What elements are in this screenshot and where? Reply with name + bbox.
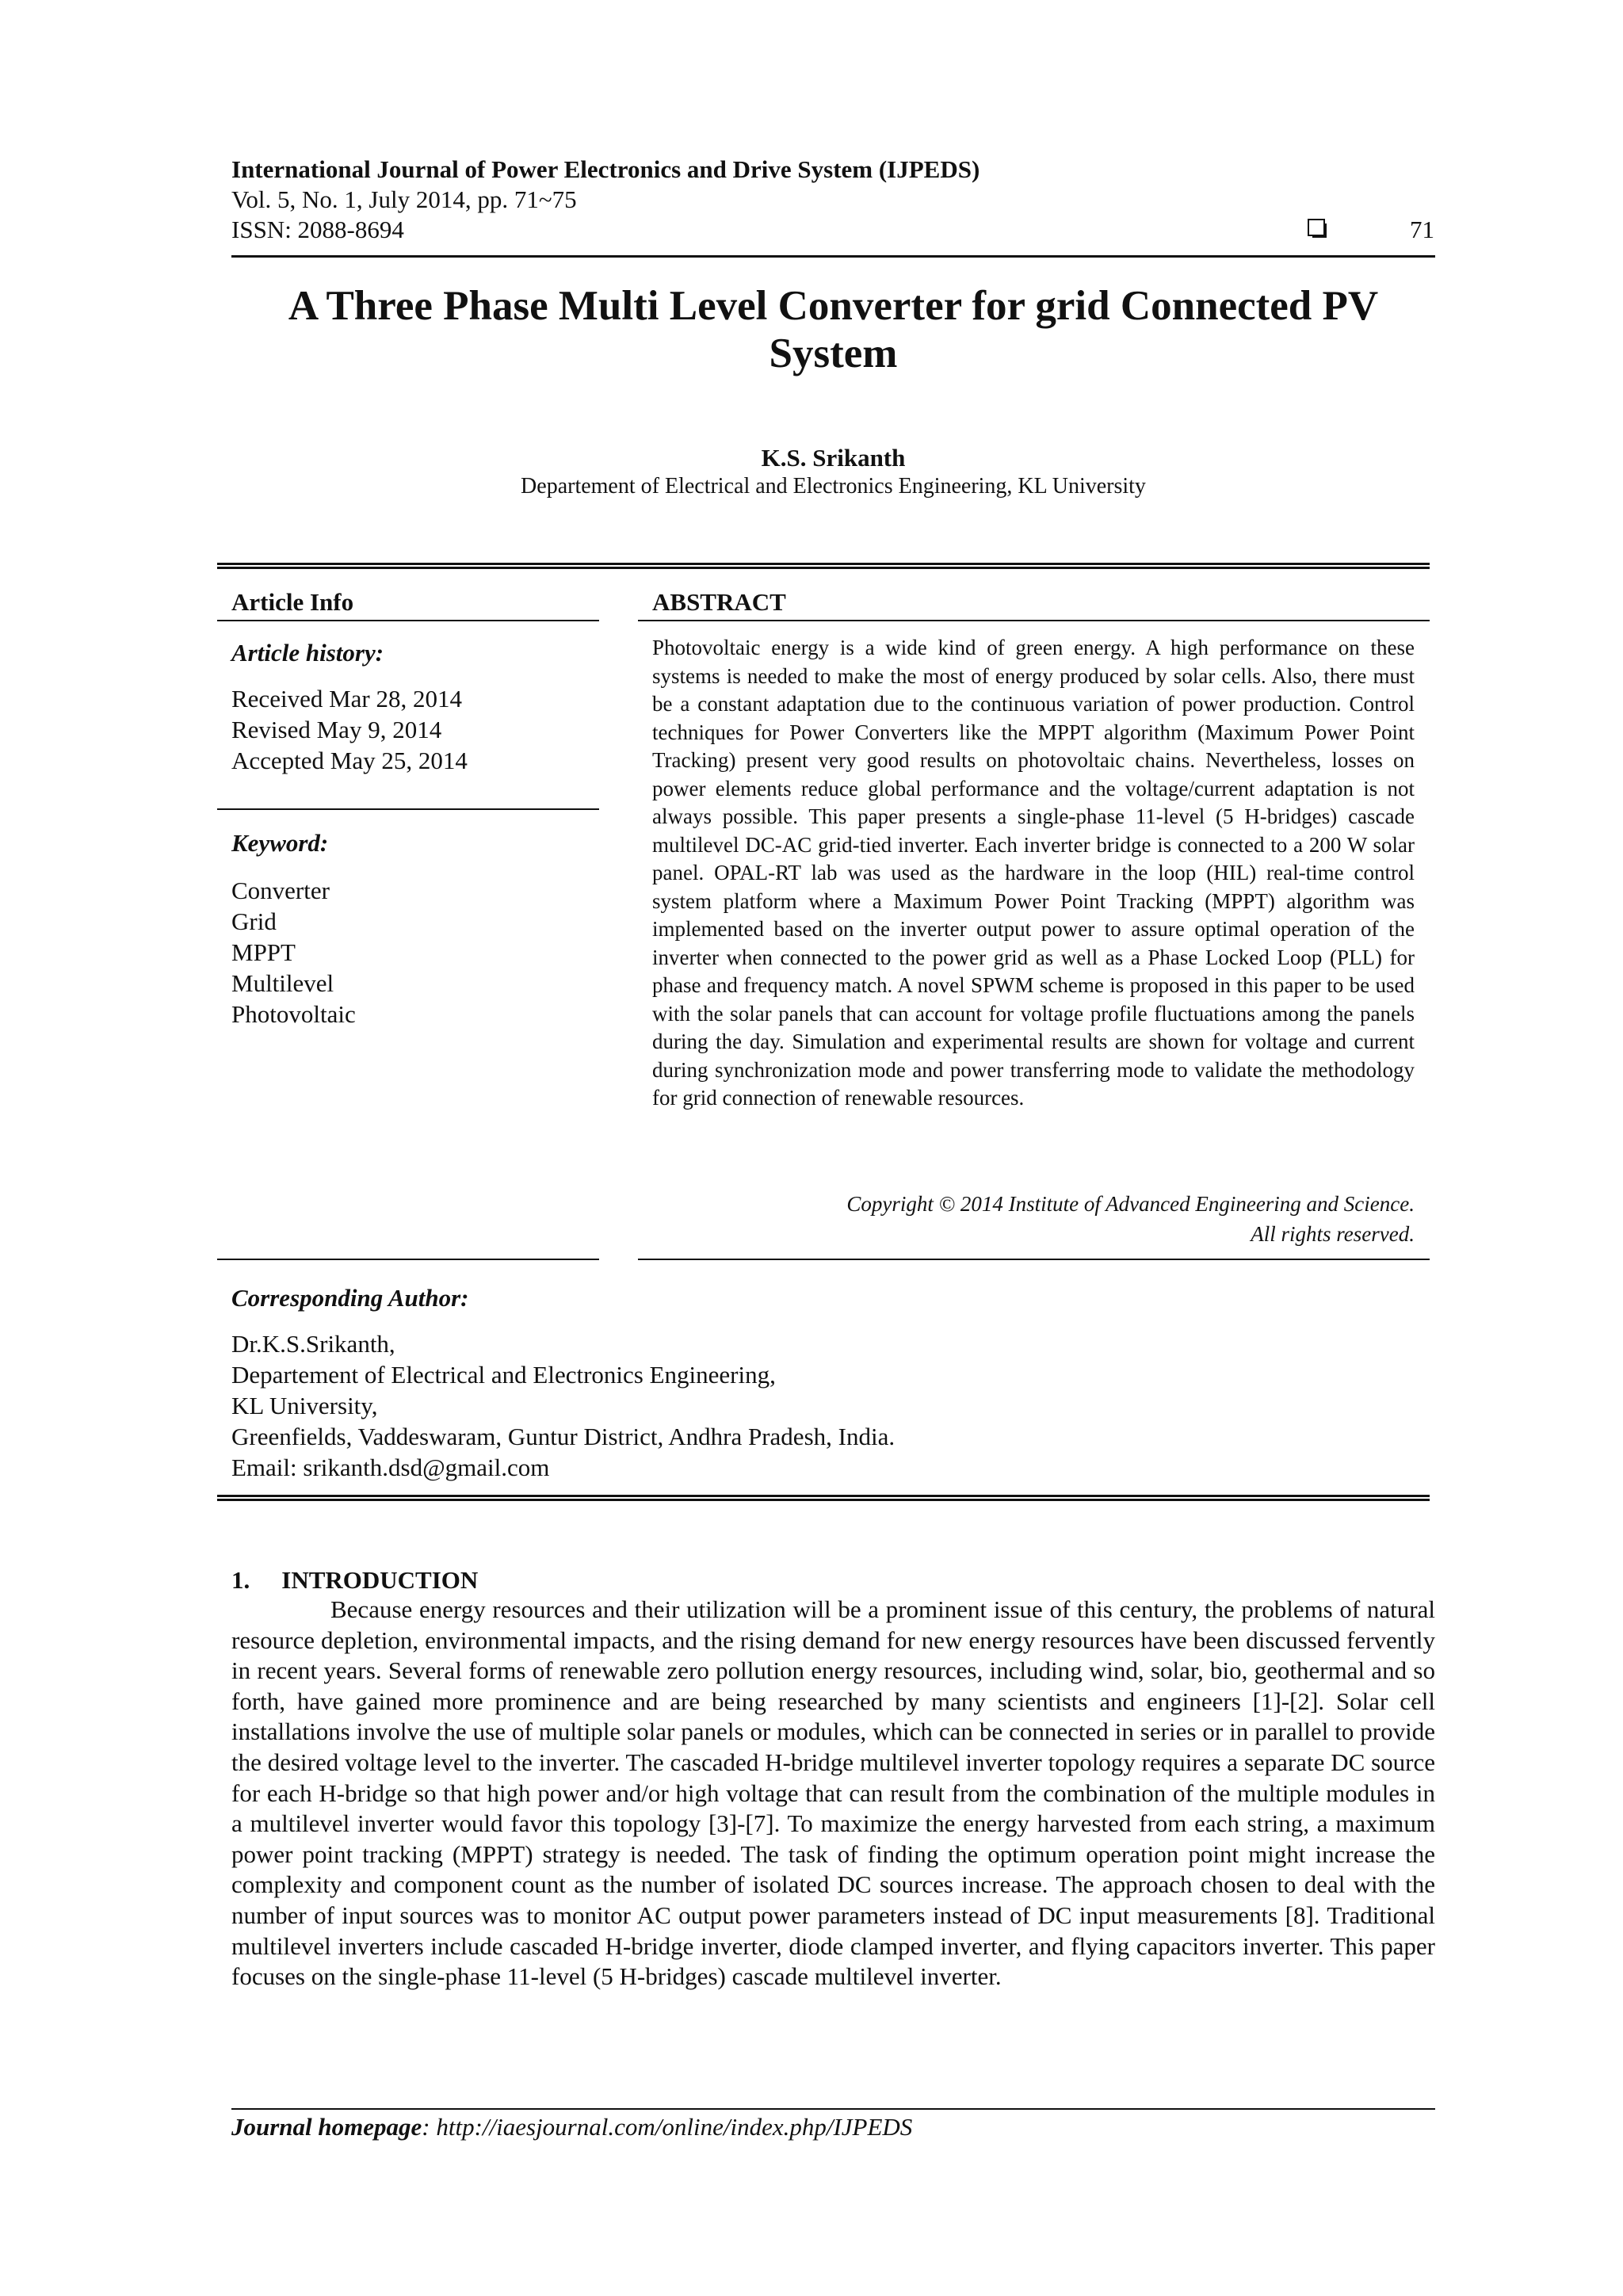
corresponding-university: KL University, bbox=[231, 1392, 378, 1419]
author-affiliation: Departement of Electrical and Electronics Engineering, KL University bbox=[521, 474, 1146, 499]
history-accepted: Accepted May 25, 2014 bbox=[231, 747, 468, 774]
abstract-bottom-rule bbox=[638, 1259, 1430, 1260]
journal-title: International Journal of Power Electronics and Drive System (IJPEDS) bbox=[231, 155, 980, 183]
introduction-heading bbox=[231, 1566, 478, 1595]
corresponding-name: Dr.K.S.Srikanth, bbox=[231, 1330, 395, 1358]
history-revised: Revised May 9, 2014 bbox=[231, 716, 442, 743]
footer-rule bbox=[231, 2108, 1435, 2110]
homepage-label: Journal homepage bbox=[231, 2113, 422, 2141]
history-received: Received Mar 28, 2014 bbox=[231, 685, 462, 712]
keyword-heading: Keyword: bbox=[231, 829, 329, 857]
volume-line: Vol. 5, No. 1, July 2014, pp. 71~75 bbox=[231, 185, 577, 213]
author-name: K.S. Srikanth bbox=[761, 444, 906, 472]
corresponding-address: Greenfields, Vaddeswaram, Guntur District, Andhra Pradesh, India. bbox=[231, 1423, 896, 1450]
keyword-item: Multilevel bbox=[231, 969, 334, 997]
article-info-rule bbox=[217, 620, 599, 621]
keyword-item: Converter bbox=[231, 877, 330, 904]
section-title: INTRODUCTION bbox=[281, 1566, 479, 1594]
keyword-item: Grid bbox=[231, 907, 277, 935]
corresponding-author-details bbox=[231, 1328, 895, 1483]
page-number: 71 bbox=[1410, 216, 1434, 243]
section-number: 1. bbox=[231, 1566, 250, 1594]
homepage-url[interactable]: : http://iaesjournal.com/online/index.php/IJPEDS bbox=[422, 2113, 913, 2141]
info-box-top-rule bbox=[217, 563, 1430, 569]
corresponding-author-heading: Corresponding Author: bbox=[231, 1284, 469, 1312]
paper-title bbox=[231, 282, 1435, 377]
keyword-list bbox=[231, 875, 356, 1030]
article-history-list bbox=[231, 683, 468, 776]
corresponding-dept: Departement of Electrical and Electronics Engineering, bbox=[231, 1361, 776, 1389]
copyright-line-1: Copyright © 2014 Institute of Advanced Engineering and Science. bbox=[846, 1192, 1415, 1216]
abstract-rule bbox=[638, 620, 1430, 621]
copyright-line-2: All rights reserved. bbox=[1251, 1222, 1415, 1246]
keyword-item: Photovoltaic bbox=[231, 1000, 356, 1028]
abstract-heading: ABSTRACT bbox=[652, 588, 786, 616]
journal-homepage bbox=[231, 2113, 912, 2141]
corresponding-email: Email: srikanth.dsd@gmail.com bbox=[231, 1454, 550, 1481]
abstract-text: Photovoltaic energy is a wide kind of green energy. A high performance on these systems is needed to make the most of energy produced by solar cells. Also, there must be a constant adaptation due to the continuous variation of power production. Control techniques for Power Converters like the MPPT algorithm (Maximum Power Point Tracking) present very good results on photovoltaic chains. Nevertheless, losses on power elements reduce global performance and the voltage/current adaptation is not always possible. This paper presents a single-phase 11-level (5 H-bridges) cascade multilevel DC-AC grid-tied inverter. Each inverter bridge is connected to a 200 W solar panel. OPAL-RT lab was used as the hardware in the loop (HIL) real-time control system platform where a Maximum Power Point Tracking (MPPT) algorithm was implemented based on the inverter output power to assure optimal operation of the inverter when connected to the power grid as well as a Phase Locked Loop (PLL) for phase and frequency match. A novel SPWM scheme is proposed in this paper to be used with the solar panels that can account for voltage profile fluctuations among the panels during the day. Simulation and experimental results are shown for voltage and current during synchronization mode and power transferring mode to validate the methodology for grid connection of renewable resources. bbox=[652, 636, 1415, 1110]
introduction-text: Because energy resources and their utilization will be a prominent issue of this century, the problems of natural resource depletion, environmental impacts, and the rising demand for new energy resources have been discussed fervently in recent years. Several forms of renewable zero pollution energy resources, including wind, solar, bio, geothermal and so forth, have gained more prominence and are being researched by many scientists and engineers [1]-[2]. Solar cell installations involve the use of multiple solar panels or modules, which can be connected in series or in parallel to provide the desired voltage level to the inverter. The cascaded H-bridge multilevel inverter topology requires a separate DC source for each H-bridge so that high power and/or high voltage that can result from the combination of the multiple modules in a multilevel inverter would favor this topology [3]-[7]. To maximize the energy harvested from each string, a maximum power point tracking (MPPT) strategy is needed. The task of finding the optimum operation point might increase the complexity and component count as the number of isolated DC sources increase. The approach chosen to deal with the number of input sources was to monitor AC output power parameters instead of DC input measurements [8]. Traditional multilevel inverters include cascaded H-bridge inverter, diode clamped inverter, and flying capacitors inverter. This paper focuses on the single-phase 11-level (5 H-bridges) cascade multilevel inverter. bbox=[231, 1595, 1435, 1991]
article-info-bottom-rule bbox=[217, 1259, 599, 1260]
article-history-heading: Article history: bbox=[231, 639, 384, 667]
keyword-item: MPPT bbox=[231, 938, 296, 966]
issn-line: ISSN: 2088-8694 bbox=[231, 216, 404, 243]
info-box-bottom-rule bbox=[217, 1495, 1430, 1501]
paper-title-line-2: System bbox=[769, 330, 898, 376]
paper-title-line-1: A Three Phase Multi Level Converter for grid Connected PV bbox=[288, 283, 1379, 329]
copyright-notice bbox=[652, 1189, 1415, 1249]
history-rule bbox=[217, 808, 599, 810]
article-info-heading: Article Info bbox=[231, 588, 354, 616]
page-box-icon bbox=[1308, 219, 1325, 236]
header-rule bbox=[231, 255, 1435, 258]
